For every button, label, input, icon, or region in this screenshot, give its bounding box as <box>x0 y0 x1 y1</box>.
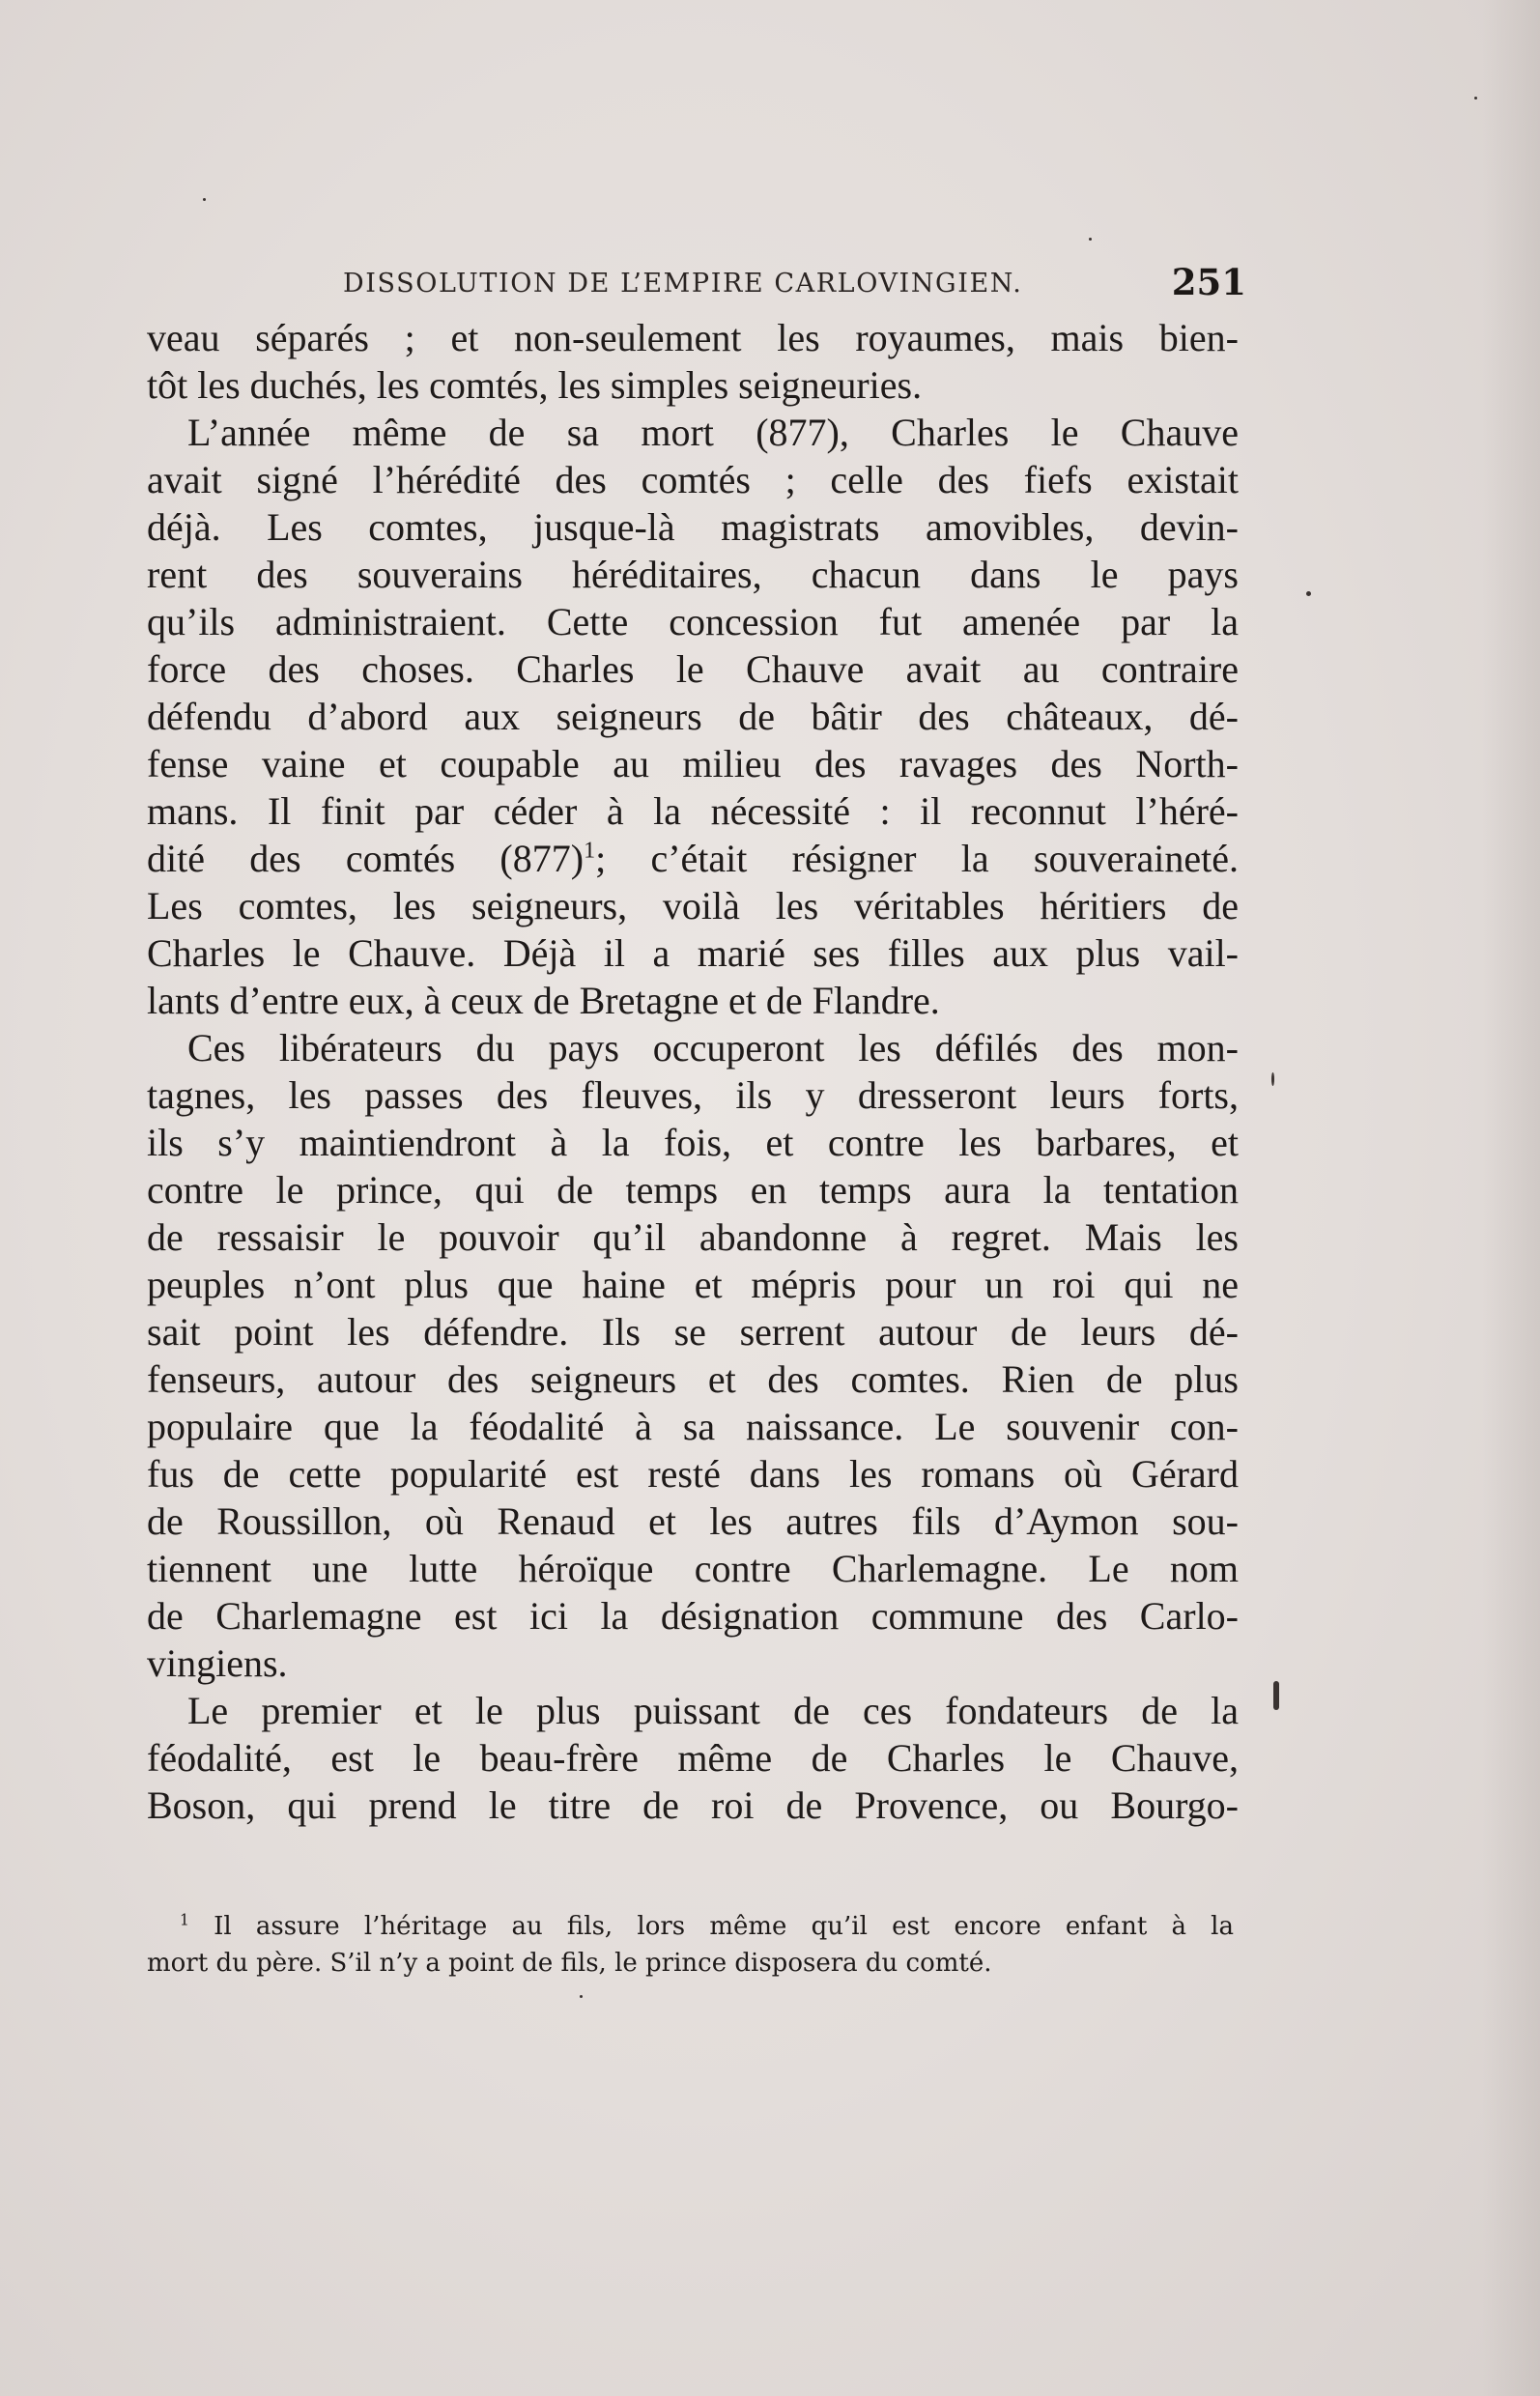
text-line: Charles le Chauve. Déjà il a marié ses filles aux plus vail- <box>147 931 1239 975</box>
footnote-line <box>147 1908 1234 1945</box>
text-line: sait point les défendre. Ils se serrent autour de leurs dé- <box>147 1310 1239 1354</box>
scan-speck <box>1273 1681 1279 1710</box>
running-head <box>145 261 1246 309</box>
text-line: de Roussillon, où Renaud et les autres fils d’Aymon sou- <box>147 1499 1239 1543</box>
footnote-reference: 1 <box>584 838 596 864</box>
text-line: tiennent une lutte héroïque contre Charlemagne. Le nom <box>147 1547 1239 1590</box>
text-line: L’année même de sa mort (877), Charles le Chauve <box>187 411 1239 454</box>
text-line: Les comtes, les seigneurs, voilà les véritables héritiers de <box>147 884 1239 927</box>
text-line: défendu d’abord aux seigneurs de bâtir des châteaux, dé- <box>147 695 1239 738</box>
text-line: contre le prince, qui de temps en temps aura la tentation <box>147 1168 1239 1212</box>
text-line: force des choses. Charles le Chauve avait au contraire <box>147 647 1239 691</box>
footnote <box>147 1908 1234 1982</box>
text-line: tagnes, les passes des fleuves, ils y dresseront leurs forts, <box>147 1073 1239 1117</box>
text-line: qu’ils administraient. Cette concession fut amenée par la <box>147 600 1239 643</box>
running-title: DISSOLUTION DE L’EMPIRE CARLOVINGIEN. <box>343 269 1023 299</box>
footnote-line: mort du père. S’il n’y a point de fils, le prince disposera du comté. <box>147 1949 992 1978</box>
text-line: déjà. Les comtes, jusque-là magistrats amovibles, devin- <box>147 505 1239 549</box>
footnote-text: Il assure l’héritage au fils, lors même qu’il est encore enfant à la <box>214 1912 1234 1941</box>
text-line: vingiens. <box>147 1641 288 1685</box>
text-line: fense vaine et coupable au milieu des ravages des North- <box>147 742 1239 785</box>
text-line: tôt les duchés, les comtés, les simples seigneuries. <box>147 363 923 407</box>
text-line: de Charlemagne est ici la désignation commune des Carlo- <box>147 1594 1239 1638</box>
scan-speck <box>1089 238 1092 241</box>
text-line: mans. Il finit par céder à la nécessité : il reconnut l’héré- <box>147 789 1239 833</box>
text-segment: dité des comtés (877) <box>147 837 585 880</box>
page-number: 251 <box>1171 261 1246 303</box>
text-line: Ces libérateurs du pays occuperont les défilés des mon- <box>187 1026 1239 1070</box>
text-line: rent des souverains héréditaires, chacun dans le pays <box>147 553 1239 596</box>
scan-speck <box>1306 591 1311 596</box>
text-line: Le premier et le plus puissant de ces fondateurs de la <box>187 1689 1239 1732</box>
scan-speck <box>203 198 206 201</box>
scan-speck <box>1271 1072 1274 1086</box>
text-line-with-footnote-ref <box>147 835 1239 882</box>
text-line: veau séparés ; et non-seulement les royaumes, mais bien- <box>147 316 1239 359</box>
text-line: peuples n’ont plus que haine et mépris pour un roi qui ne <box>147 1263 1239 1306</box>
text-line: Boson, qui prend le titre de roi de Provence, ou Bourgo- <box>147 1783 1239 1827</box>
text-line: populaire que la féodalité à sa naissance. Le souvenir con- <box>147 1405 1239 1448</box>
footnote-marker: 1 <box>180 1911 189 1929</box>
text-line: de ressaisir le pouvoir qu’il abandonne à regret. Mais les <box>147 1215 1239 1259</box>
scan-speck <box>580 1995 583 1998</box>
text-line: avait signé l’hérédité des comtés ; celle des fiefs existait <box>147 458 1239 501</box>
body-text <box>147 314 1239 1829</box>
text-line: féodalité, est le beau-frère même de Charles le Chauve, <box>147 1736 1239 1780</box>
text-line: lants d’entre eux, à ceux de Bretagne et de Flandre. <box>147 979 940 1022</box>
text-line: fenseurs, autour des seigneurs et des comtes. Rien de plus <box>147 1357 1239 1401</box>
text-line: fus de cette popularité est resté dans les romans où Gérard <box>147 1452 1239 1496</box>
scan-speck <box>1474 97 1477 100</box>
text-line: ils s’y maintiendront à la fois, et contre les barbares, et <box>147 1121 1239 1164</box>
text-segment: ; c’était résigner la souveraineté. <box>595 837 1240 880</box>
